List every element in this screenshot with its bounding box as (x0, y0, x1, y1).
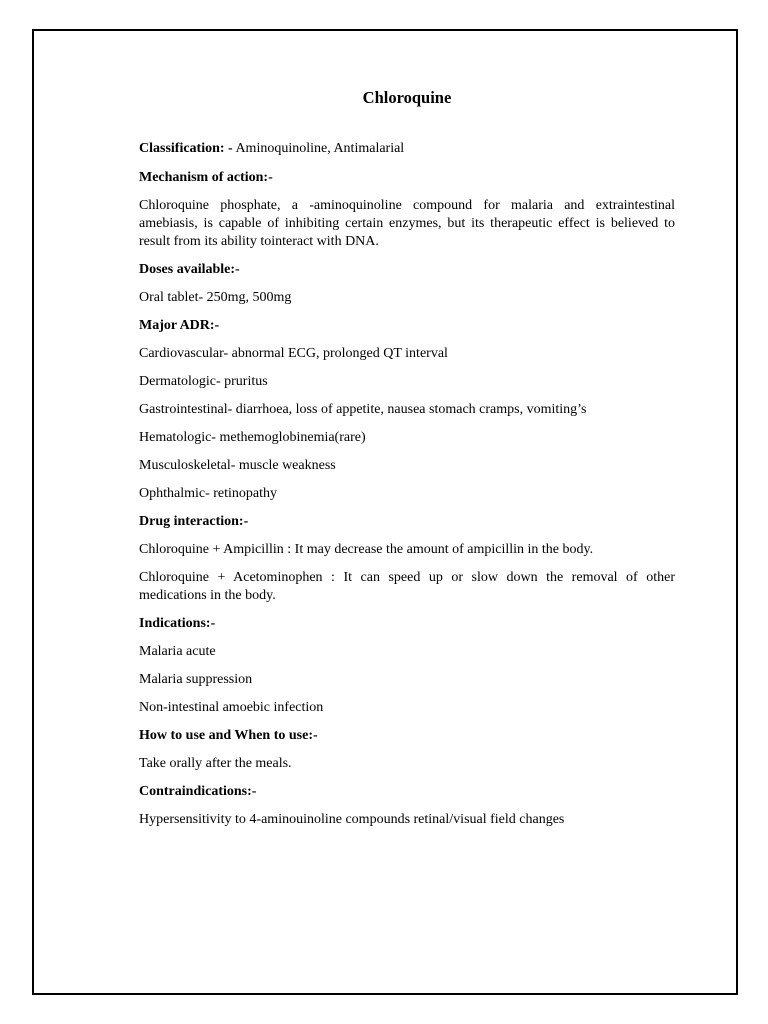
mechanism-text: Chloroquine phosphate, a -aminoquinoline compound for malaria and extraintestinal amebiasis, is capable of inhibiting certain enzymes, but its therapeutic effect is believed to result from its ability tointeract with DNA. (139, 198, 675, 249)
adr-item: Musculoskeletal- muscle weakness (139, 458, 336, 473)
interaction-item: Chloroquine + Ampicillin : It may decrease the amount of ampicillin in the body. (139, 542, 594, 557)
interaction-item: Chloroquine + Acetominophen : It can speed up or slow down the removal of other medications in the body. (139, 570, 675, 603)
document-title: Chloroquine (362, 88, 452, 107)
document-body (139, 88, 675, 839)
classification-label: Classification: - (139, 141, 233, 156)
indications-heading: Indications:- (139, 616, 216, 631)
adr-item: Dermatologic- pruritus (139, 374, 268, 389)
adr-item: Cardiovascular- abnormal ECG, prolonged QT interval (139, 346, 448, 361)
doses-text: Oral tablet- 250mg, 500mg (139, 290, 292, 305)
classification-line (139, 140, 675, 158)
contraindications-heading: Contraindications:- (139, 784, 257, 799)
usage-heading: How to use and When to use:- (139, 728, 318, 743)
interaction-heading: Drug interaction:- (139, 514, 249, 529)
indication-item: Malaria acute (139, 644, 216, 659)
doses-heading: Doses available:- (139, 262, 240, 277)
indication-item: Non-intestinal amoebic infection (139, 700, 324, 715)
adr-item: Gastrointestinal- diarrhoea, loss of appetite, nausea stomach cramps, vomiting’s (139, 402, 587, 417)
adr-heading: Major ADR:- (139, 318, 220, 333)
indication-item: Malaria suppression (139, 672, 253, 687)
mechanism-heading: Mechanism of action:- (139, 170, 273, 185)
classification-value: Aminoquinoline, Antimalarial (232, 141, 405, 156)
adr-item: Hematologic- methemoglobinemia(rare) (139, 430, 366, 445)
usage-text: Take orally after the meals. (139, 756, 292, 771)
contraindications-text: Hypersensitivity to 4-aminouinoline compounds retinal/visual field changes (139, 812, 565, 827)
adr-item: Ophthalmic- retinopathy (139, 486, 278, 501)
